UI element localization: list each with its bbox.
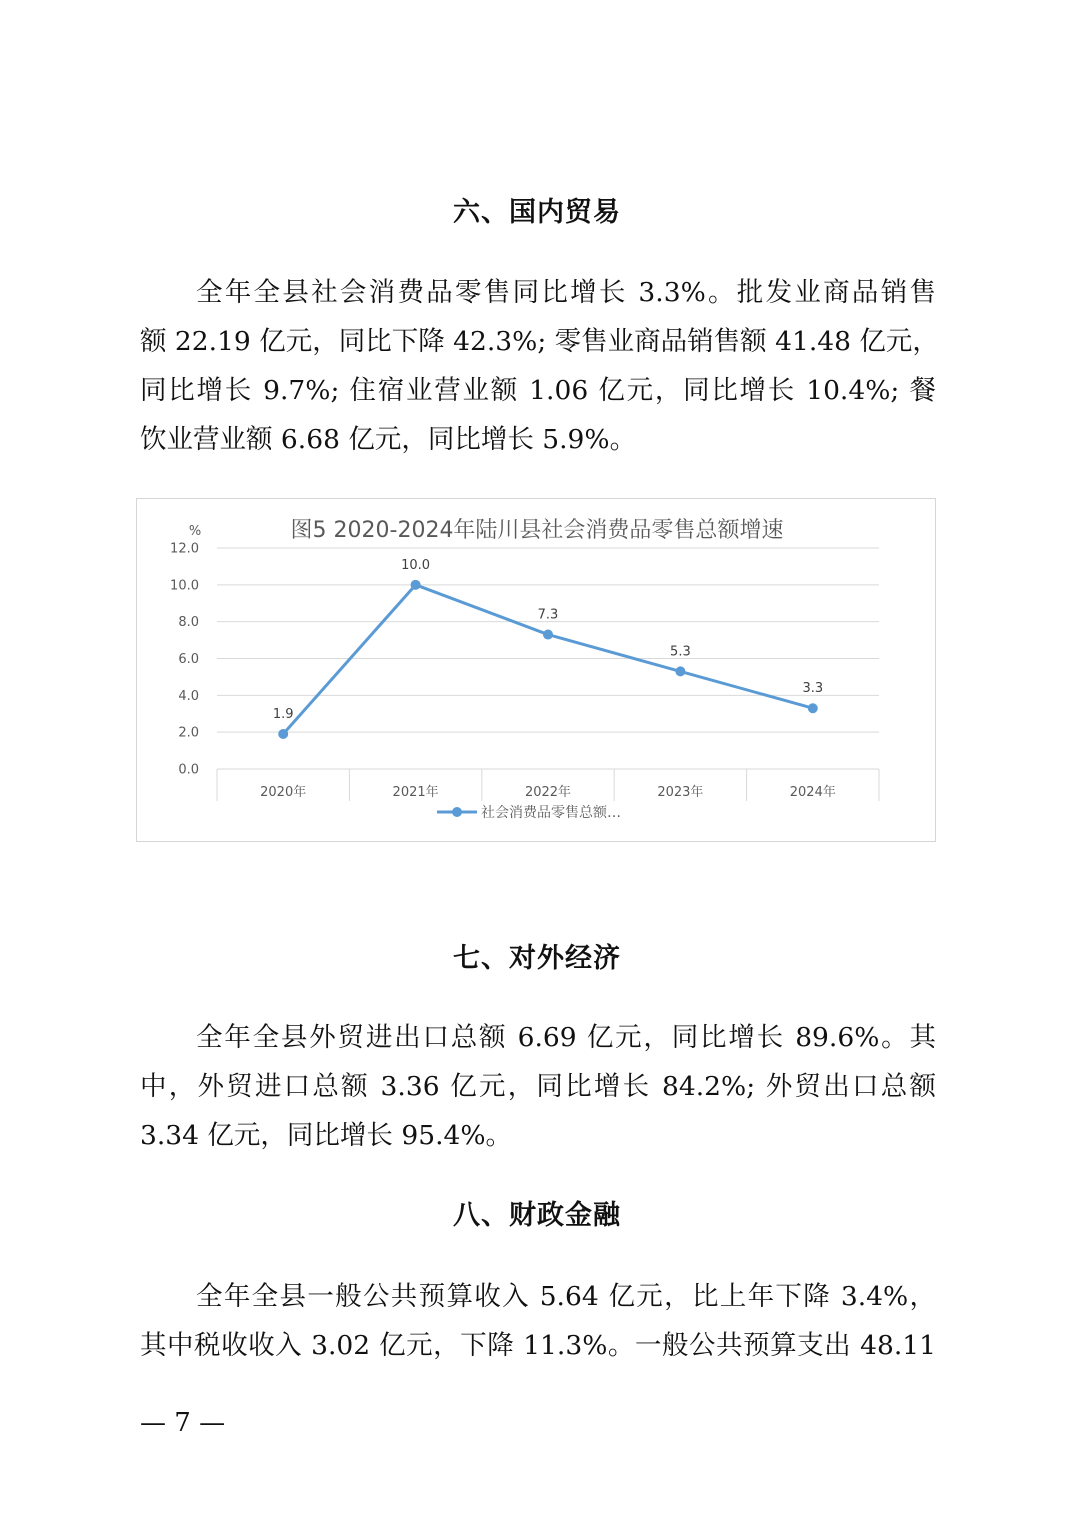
x-tick-label: 2024年 xyxy=(789,785,836,800)
data-label: 5.3 xyxy=(670,644,691,660)
line-chart xyxy=(137,499,937,843)
y-tick-label: 12.0 xyxy=(170,541,199,557)
y-tick-label: 10.0 xyxy=(170,578,199,594)
paragraph-line: 全年全县外贸进出口总额 6.69 亿元，同比增长 89.6%。其 xyxy=(196,1022,936,1053)
legend-swatch-marker xyxy=(452,807,462,817)
data-label: 7.3 xyxy=(537,607,559,623)
section-heading-foreign: 七、对外经济 xyxy=(453,943,621,974)
section-heading-trade: 六、国内贸易 xyxy=(453,197,621,228)
paragraph-line: 其中税收收入 3.02 亿元，下降 11.3%。一般公共预算支出 48.11 xyxy=(140,1330,936,1361)
data-point xyxy=(543,630,553,640)
paragraph-line: 全年全县社会消费品零售同比增长 3.3%。批发业商品销售 xyxy=(196,277,936,308)
y-tick-label: 8.0 xyxy=(178,615,199,631)
chart-title: 图5 2020-2024年陆川县社会消费品零售总额增速 xyxy=(290,518,784,543)
y-tick-label: 6.0 xyxy=(178,652,199,667)
paragraph-foreign xyxy=(140,1013,936,1160)
y-axis-unit-label: % xyxy=(188,524,202,539)
page-number: — 7 — xyxy=(140,1408,226,1438)
y-tick-label: 2.0 xyxy=(178,725,199,741)
x-tick-label: 2021年 xyxy=(392,785,439,800)
paragraph-trade xyxy=(140,268,939,464)
legend-entry: 社会消费品零售总额… xyxy=(481,805,621,821)
data-point xyxy=(675,666,685,676)
paragraph-line: 同比增长 9.7%; 住宿业营业额 1.06 亿元，同比增长 10.4%; 餐 xyxy=(140,375,936,406)
data-point xyxy=(278,729,288,739)
x-tick-label: 2020年 xyxy=(260,785,307,800)
data-label: 3.3 xyxy=(802,681,824,697)
paragraph-line: 3.34 亿元，同比增长 95.4%。 xyxy=(140,1120,513,1151)
data-point xyxy=(411,580,421,590)
data-label: 1.9 xyxy=(272,707,294,723)
data-point xyxy=(808,703,818,713)
y-tick-label: 4.0 xyxy=(178,688,199,704)
paragraph-line: 全年全县一般公共预算收入 5.64 亿元，比上年下降 3.4%， xyxy=(196,1281,936,1312)
chart-figure xyxy=(136,498,936,842)
x-tick-label: 2022年 xyxy=(524,785,572,800)
x-tick-label: 2023年 xyxy=(657,785,704,800)
paragraph-line: 中，外贸进口总额 3.36 亿元，同比增长 84.2%; 外贸出口总额 xyxy=(140,1071,936,1102)
section-heading-finance: 八、财政金融 xyxy=(453,1200,621,1231)
paragraph-line: 饮业营业额 6.68 亿元，同比增长 5.9%。 xyxy=(140,424,637,455)
paragraph-finance xyxy=(140,1272,936,1370)
paragraph-line: 额 22.19 亿元，同比下降 42.3%; 零售业商品销售额 41.48 亿元， xyxy=(140,326,939,357)
data-label: 10.0 xyxy=(401,557,431,573)
y-tick-label: 0.0 xyxy=(178,762,199,778)
